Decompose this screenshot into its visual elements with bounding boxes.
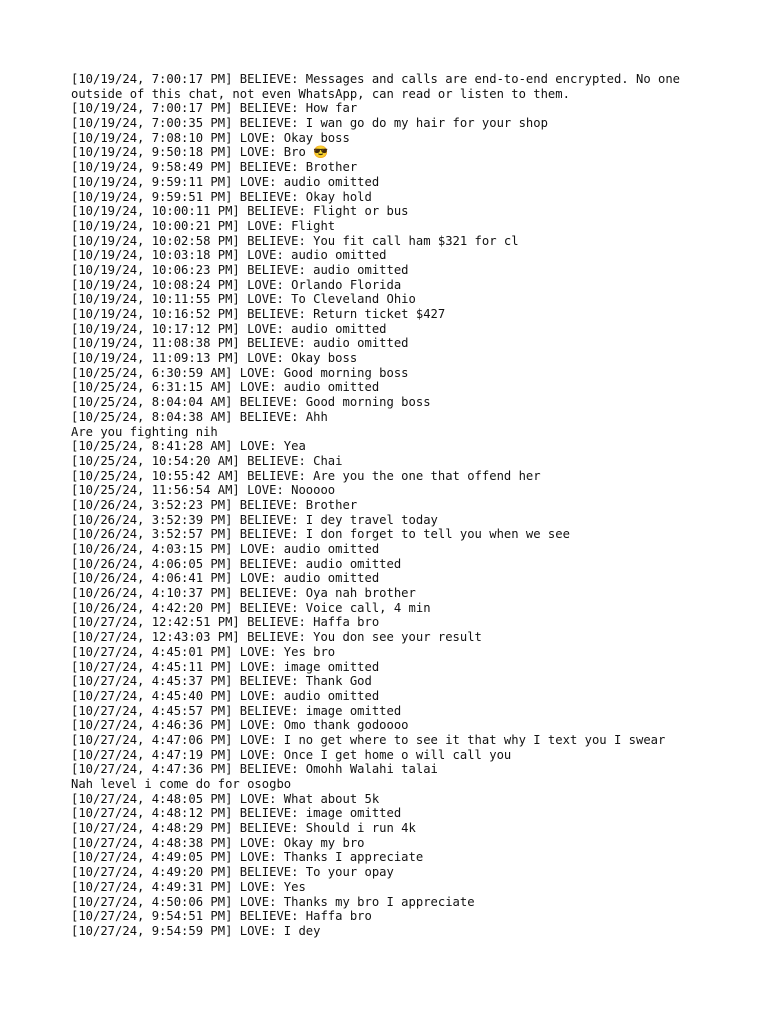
chat-line: [10/26/24, 4:03:15 PM] LOVE: audio omitted: [71, 542, 380, 556]
chat-line: [10/19/24, 11:08:38 PM] BELIEVE: audio omitted: [71, 336, 409, 351]
chat-line: [10/26/24, 4:06:41 PM] LOVE: audio omitted: [71, 571, 380, 586]
chat-line: [10/27/24, 4:45:01 PM] LOVE: Yes bro: [71, 644, 336, 659]
chat-transcript: [71, 72, 731, 939]
chat-line: [10/27/24, 4:45:11 PM] LOVE: image omitted: [71, 659, 380, 674]
chat-line: [10/27/24, 4:46:36 PM] LOVE: Omo thank godoooo: [71, 718, 409, 733]
chat-line: [10/27/24, 12:43:03 PM] BELIEVE: You don see your result: [71, 630, 482, 645]
chat-line: [10/19/24, 10:02:58 PM] BELIEVE: You fit call ham $321 for cl: [71, 233, 519, 248]
chat-line: [10/26/24, 4:06:05 PM] BELIEVE: audio omitted: [71, 556, 402, 571]
chat-line: [10/25/24, 8:04:38 AM] BELIEVE: Ahh: [71, 409, 328, 424]
chat-line: [10/27/24, 9:54:59 PM] LOVE: I dey: [71, 923, 321, 938]
chat-line: [10/27/24, 4:47:36 PM] BELIEVE: Omohh Walahi talai: [71, 762, 438, 777]
chat-line: [10/25/24, 8:41:28 AM] LOVE: Yea: [71, 439, 306, 454]
chat-line: [10/26/24, 3:52:57 PM] BELIEVE: I don forget to tell you when we see: [71, 527, 570, 542]
chat-line: [10/26/24, 3:52:39 PM] BELIEVE: I dey travel today: [71, 512, 438, 527]
chat-line: [10/25/24, 10:55:42 AM] BELIEVE: Are you the one that offend her: [71, 468, 541, 483]
chat-line: [10/26/24, 4:42:20 PM] BELIEVE: Voice call, 4 min: [71, 600, 431, 615]
chat-line: [10/27/24, 4:49:05 PM] LOVE: Thanks I appreciate: [71, 850, 424, 865]
chat-line: [10/19/24, 9:59:11 PM] LOVE: audio omitted: [71, 174, 380, 189]
chat-line: [10/25/24, 6:30:59 AM] LOVE: Good morning boss: [71, 365, 409, 380]
chat-line: [10/19/24, 10:11:55 PM] LOVE: To Cleveland Ohio: [71, 292, 416, 307]
chat-line: [10/26/24, 4:10:37 PM] BELIEVE: Oya nah brother: [71, 586, 416, 601]
chat-line: [10/27/24, 4:48:38 PM] LOVE: Okay my bro: [71, 835, 365, 850]
chat-line: [10/27/24, 4:47:06 PM] LOVE: I no get where to see it that why I text you I swear: [71, 732, 666, 747]
chat-line: [10/27/24, 12:42:51 PM] BELIEVE: Haffa bro: [71, 615, 380, 630]
chat-line: [10/27/24, 9:54:51 PM] BELIEVE: Haffa bro: [71, 909, 372, 924]
chat-line: [10/27/24, 4:45:57 PM] BELIEVE: image omitted: [71, 703, 402, 718]
chat-line: Nah level i come do for osogbo: [71, 777, 292, 791]
chat-line: [10/27/24, 4:49:20 PM] BELIEVE: To your opay: [71, 865, 394, 880]
chat-line: [10/27/24, 4:45:37 PM] BELIEVE: Thank God: [71, 674, 372, 689]
chat-line: [10/19/24, 11:09:13 PM] LOVE: Okay boss: [71, 351, 358, 366]
chat-line: [10/19/24, 10:08:24 PM] LOVE: Orlando Florida: [71, 277, 402, 292]
chat-line: [10/26/24, 3:52:23 PM] BELIEVE: Brother: [71, 497, 358, 512]
chat-line: Are you fighting nih: [71, 424, 218, 439]
chat-line: [10/19/24, 10:06:23 PM] BELIEVE: audio omitted: [71, 262, 409, 277]
chat-line: [10/19/24, 7:08:10 PM] LOVE: Okay boss: [71, 130, 350, 145]
chat-line: [10/27/24, 4:50:06 PM] LOVE: Thanks my bro I appreciate: [71, 894, 475, 909]
chat-line: [10/19/24, 7:00:35 PM] BELIEVE: I wan go do my hair for your shop: [71, 116, 548, 131]
chat-line: [10/19/24, 10:16:52 PM] BELIEVE: Return ticket $427: [71, 307, 446, 321]
chat-line: [10/19/24, 9:50:18 PM] LOVE: Bro 😎: [71, 145, 329, 160]
chat-line: [10/27/24, 4:48:29 PM] BELIEVE: Should i run 4k: [71, 821, 416, 836]
chat-line: [10/25/24, 11:56:54 AM] LOVE: Nooooo: [71, 483, 336, 498]
chat-line: [10/19/24, 10:00:11 PM] BELIEVE: Flight or bus: [71, 204, 409, 219]
chat-line: [10/25/24, 6:31:15 AM] LOVE: audio omitted: [71, 380, 380, 395]
chat-line: [10/19/24, 10:00:21 PM] LOVE: Flight: [71, 218, 336, 233]
chat-line: outside of this chat, not even WhatsApp, can read or listen to them.: [71, 86, 570, 101]
chat-line: [10/27/24, 4:48:05 PM] LOVE: What about 5k: [71, 791, 380, 806]
chat-line: [10/19/24, 7:00:17 PM] BELIEVE: How far: [71, 101, 358, 116]
chat-line: [10/25/24, 10:54:20 AM] BELIEVE: Chai: [71, 453, 343, 468]
chat-line: [10/19/24, 7:00:17 PM] BELIEVE: Messages and calls are end-to-end encrypted. No one: [71, 72, 681, 86]
chat-line: [10/19/24, 10:17:12 PM] LOVE: audio omitted: [71, 321, 387, 336]
chat-line: [10/27/24, 4:47:19 PM] LOVE: Once I get home o will call you: [71, 747, 512, 762]
chat-line: [10/27/24, 4:49:31 PM] LOVE: Yes: [71, 879, 306, 894]
chat-line: [10/27/24, 4:45:40 PM] LOVE: audio omitted: [71, 688, 380, 703]
chat-line: [10/27/24, 4:48:12 PM] BELIEVE: image omitted: [71, 806, 402, 821]
chat-line: [10/25/24, 8:04:04 AM] BELIEVE: Good morning boss: [71, 395, 431, 410]
chat-line: [10/19/24, 9:59:51 PM] BELIEVE: Okay hold: [71, 189, 372, 204]
chat-line: [10/19/24, 9:58:49 PM] BELIEVE: Brother: [71, 160, 358, 175]
chat-line: [10/19/24, 10:03:18 PM] LOVE: audio omitted: [71, 248, 387, 263]
